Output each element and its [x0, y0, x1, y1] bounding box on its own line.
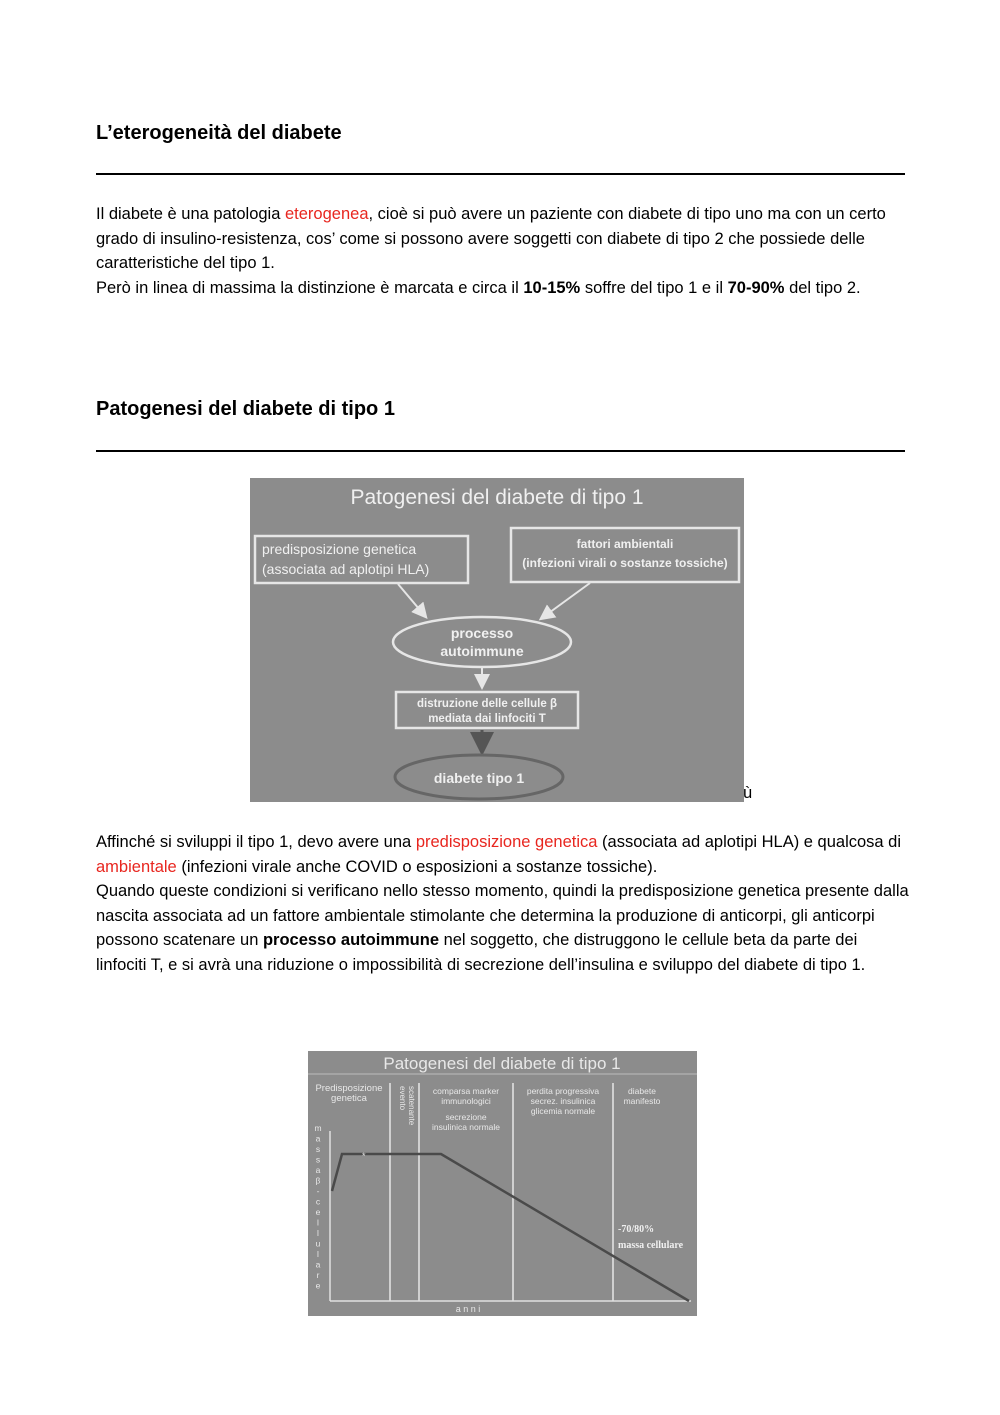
paragraph-pathogenesis — [96, 830, 911, 977]
phase2-line1: evento — [398, 1086, 407, 1111]
figure-pathogenesis-flow — [250, 478, 744, 802]
annotation-line2: massa cellulare — [618, 1240, 684, 1251]
text-span: nel soggetto, che distruggono le cellule beta da parte dei linfociti T, e si avrà una riduzione o impossibilità di secrezione dell’insulina e sviluppo del diabete di tipo 1. — [96, 931, 866, 974]
annotation-line1: -70/80% — [618, 1224, 655, 1235]
figure-title: Patogenesi del diabete di tipo 1 — [350, 486, 644, 509]
box-genetic-line2: (associata ad aplotipi HLA) — [262, 561, 430, 577]
process-line2: autoimmune — [440, 643, 524, 659]
text-span: soffre del tipo 1 e il — [580, 278, 728, 297]
section-heading-pathogenesis: Patogenesi del diabete di tipo 1 — [96, 398, 395, 420]
text-span: (associata ad aplotipi HLA) e qualcosa di — [597, 833, 902, 851]
phase3-line4: insulinica normale — [431, 1122, 501, 1132]
phase3-line2: immunologici — [441, 1096, 491, 1106]
arrow-env-to-process — [542, 583, 590, 618]
phase3-line1: comparsa marker — [432, 1086, 500, 1096]
phase2-line2: scatenante — [407, 1086, 416, 1126]
heading-underline — [96, 450, 905, 452]
box-environment-line2: (infezioni virali o sostanze tossiche) — [522, 556, 728, 570]
text-span: Affinché si sviluppi il tipo 1, devo avere una — [96, 833, 416, 851]
phase5-line1: diabete — [628, 1086, 656, 1096]
highlight-eterogenea: eterogenea — [285, 205, 369, 223]
y-axis-letter: l — [317, 1228, 319, 1238]
y-axis-letter: e — [315, 1280, 321, 1291]
arrow-genetic-to-process — [398, 584, 425, 616]
section-heading-heterogeneity: L’eterogeneità del diabete — [96, 122, 342, 144]
box-environment-line1: fattori ambientali — [576, 537, 674, 551]
text-span: Però in linea di massima la distinzione è marcata e circa il — [96, 278, 524, 297]
y-axis-letter: a — [315, 1133, 321, 1144]
y-axis-letter: a — [315, 1259, 321, 1270]
highlight-environmental: ambientale — [96, 857, 177, 876]
text-span: Quando queste condizioni si verificano nello stesso momento, quindi la predisposizione genetica presente dalla nascita associata ad un fattore ambientale stimolante che determina la produzione di anticorpi, gli anticorpi possono scatenare un — [96, 882, 909, 949]
curve-marker: * — [362, 1151, 366, 1161]
y-axis-letter: l — [317, 1249, 319, 1259]
y-axis-letter: β — [315, 1175, 321, 1186]
text-span: , cioè si può avere un paziente con diabete di tipo uno ma con un certo grado di insulino-resistenza, cos’ come si possono avere soggetti con diabete di tipo 2 che possiede delle caratteristiche del tipo 1. — [96, 205, 886, 272]
phase4-line2: secrez. insulinica — [530, 1096, 596, 1106]
y-axis-letter: s — [315, 1144, 321, 1154]
y-axis-letter: a — [315, 1165, 321, 1175]
paragraph-heterogeneity — [96, 202, 911, 300]
text-line — [96, 202, 911, 276]
phase1-line2: genetica — [331, 1093, 367, 1104]
phase4-line1: perdita progressiva — [526, 1086, 600, 1096]
y-axis-label — [314, 1123, 321, 1291]
y-axis-letter: - — [316, 1186, 320, 1196]
outcome-label: diabete tipo 1 — [433, 770, 525, 786]
y-axis-letter: u — [315, 1238, 321, 1249]
phase4-line3: glicemia normale — [530, 1106, 596, 1116]
y-axis-letter: c — [315, 1196, 321, 1207]
text-line — [96, 879, 911, 977]
percent-type2: 70-90% — [727, 278, 785, 297]
figure-title: Patogenesi del diabete di tipo 1 — [383, 1054, 621, 1073]
destruction-line2: mediata dai linfociti T — [428, 713, 546, 725]
figure-pathogenesis-timeline — [308, 1051, 697, 1316]
text-span: del tipo 2. — [784, 278, 861, 297]
x-axis-label: a n n i — [455, 1304, 481, 1314]
y-axis-letter: s — [315, 1154, 321, 1165]
y-axis-letter: e — [315, 1207, 321, 1217]
timeline-diagram — [308, 1051, 697, 1316]
text-line — [96, 276, 911, 301]
heading-underline — [96, 173, 905, 175]
percent-type1: 10-15% — [523, 278, 581, 297]
destruction-line1: distruzione delle cellule β — [417, 698, 557, 710]
y-axis-letter: r — [316, 1270, 320, 1280]
flow-diagram — [250, 478, 744, 802]
text-line — [96, 830, 911, 879]
phase3-line3: secrezione — [445, 1112, 487, 1122]
bold-autoimmune-process: processo autoimmune — [262, 931, 439, 949]
box-genetic-line1: predisposizione genetica — [262, 541, 417, 557]
phase1-line1: Predisposizione — [315, 1083, 383, 1094]
phase5-line2: manifesto — [623, 1096, 661, 1106]
text-span: Il diabete è una patologia — [96, 205, 285, 223]
process-line1: processo — [450, 625, 514, 641]
text-span: (infezioni virale anche COVID o esposizioni a sostanze tossiche). — [176, 857, 658, 876]
stray-character: ù — [743, 784, 753, 802]
y-axis-letter: m — [314, 1123, 322, 1133]
y-axis-letter: l — [317, 1217, 319, 1228]
highlight-genetic-predisposition: predisposizione genetica — [415, 833, 598, 851]
